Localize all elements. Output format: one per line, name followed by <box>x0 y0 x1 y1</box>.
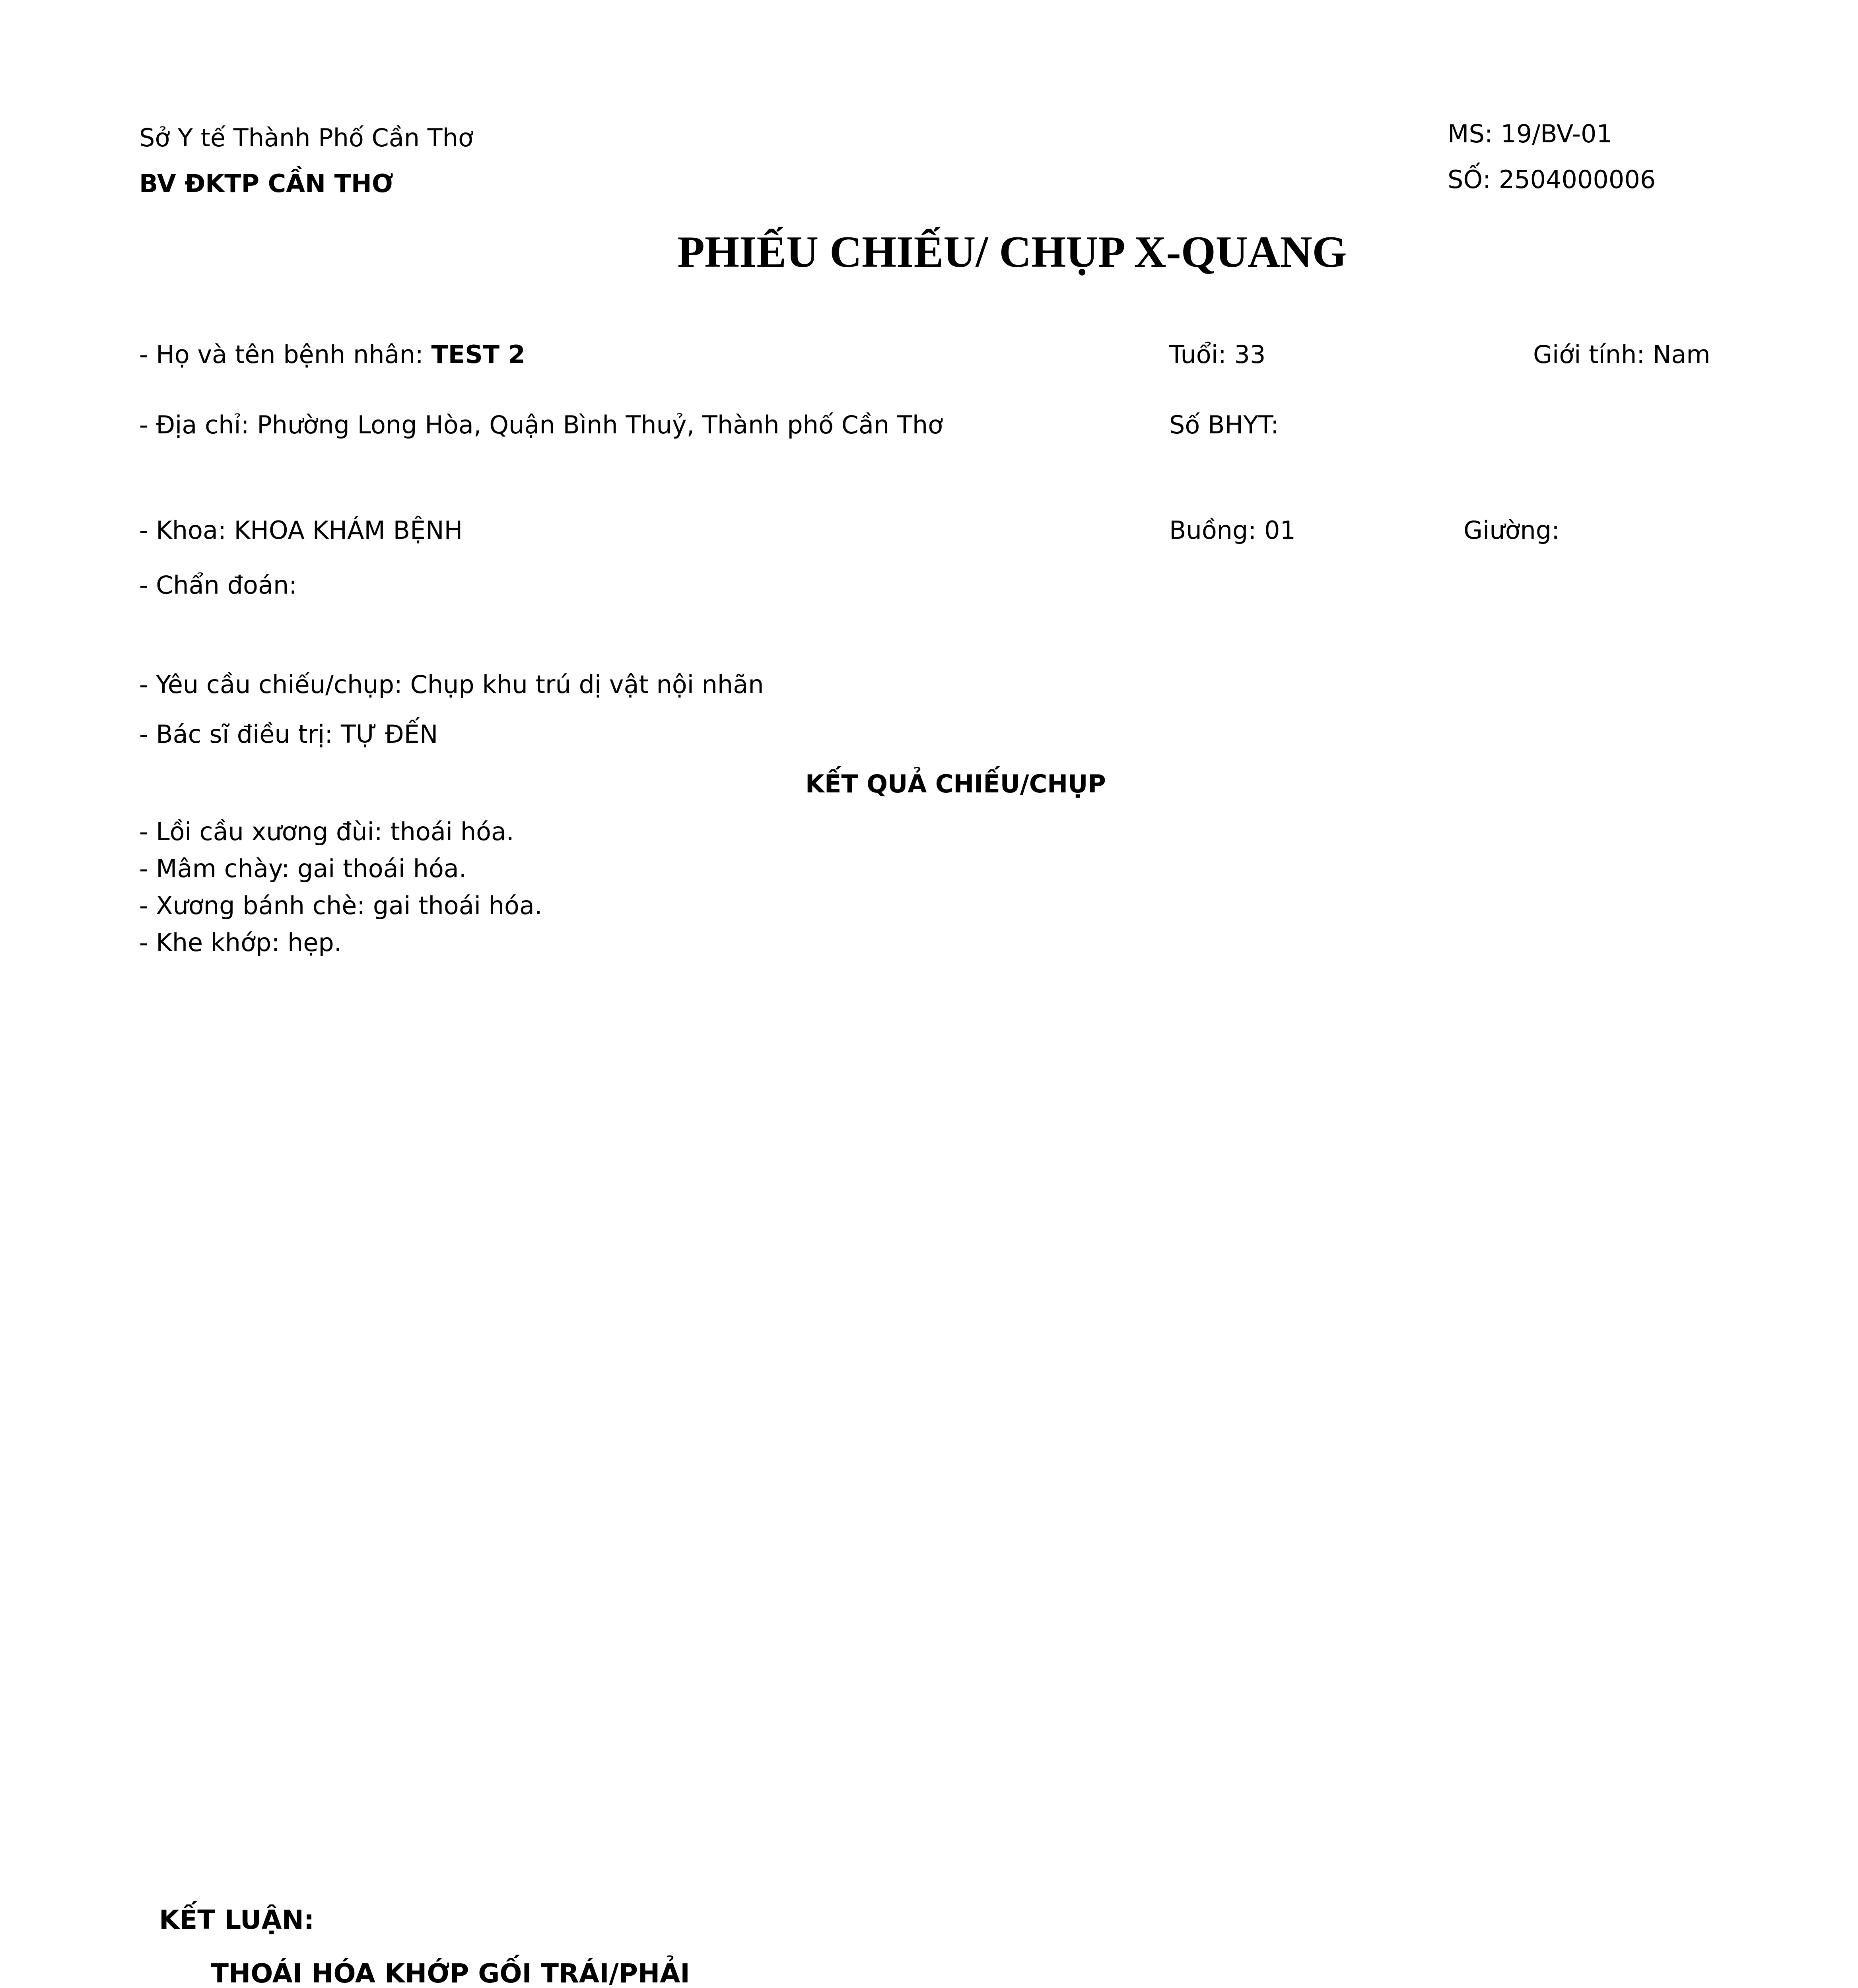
diagnosis: - Chẩn đoán: <box>139 571 297 600</box>
insurance-number: Số BHYT: <box>1169 410 1279 439</box>
patient-room: Buồng: 01 <box>1169 516 1296 545</box>
patient-department: - Khoa: KHOA KHÁM BỆNH <box>139 516 463 545</box>
result-line: - Lồi cầu xương đùi: thoái hóa. <box>139 817 514 846</box>
result-line: - Mâm chày: gai thoái hóa. <box>139 854 467 883</box>
patient-name-label: - Họ và tên bệnh nhân: <box>139 340 431 369</box>
result-line: - Khe khớp: hẹp. <box>139 928 342 957</box>
form-code: MS: 19/BV-01 <box>1448 119 1612 148</box>
result-line: - Xương bánh chè: gai thoái hóa. <box>139 891 542 920</box>
document-number: SỐ: 2504000006 <box>1448 165 1656 194</box>
imaging-request: - Yêu cầu chiếu/chụp: Chụp khu trú dị vật nội nhãn <box>139 670 764 699</box>
page-title: PHIẾU CHIẾU/ CHỤP X-QUANG <box>677 227 1347 277</box>
hospital-name: BV ĐKTP CẦN THƠ <box>139 169 393 198</box>
patient-gender: Giới tính: Nam <box>1533 340 1710 369</box>
conclusion-label: KẾT LUẬN: <box>159 1905 315 1935</box>
patient-address: - Địa chỉ: Phường Long Hòa, Quận Bình Thuỷ, Thành phố Cần Thơ <box>139 410 943 439</box>
patient-bed: Giường: <box>1463 516 1560 545</box>
patient-age: Tuổi: 33 <box>1169 340 1266 369</box>
treating-doctor: - Bác sĩ điều trị: TỰ ĐẾN <box>139 720 438 749</box>
conclusion-value: THOÁI HÓA KHỚP GỐI TRÁI/PHẢI <box>211 1958 690 1988</box>
result-heading: KẾT QUẢ CHIẾU/CHỤP <box>805 769 1106 798</box>
patient-name-value: TEST 2 <box>431 340 525 369</box>
department-name: Sở Y tế Thành Phố Cần Thơ <box>139 123 473 152</box>
patient-name <box>139 340 525 369</box>
